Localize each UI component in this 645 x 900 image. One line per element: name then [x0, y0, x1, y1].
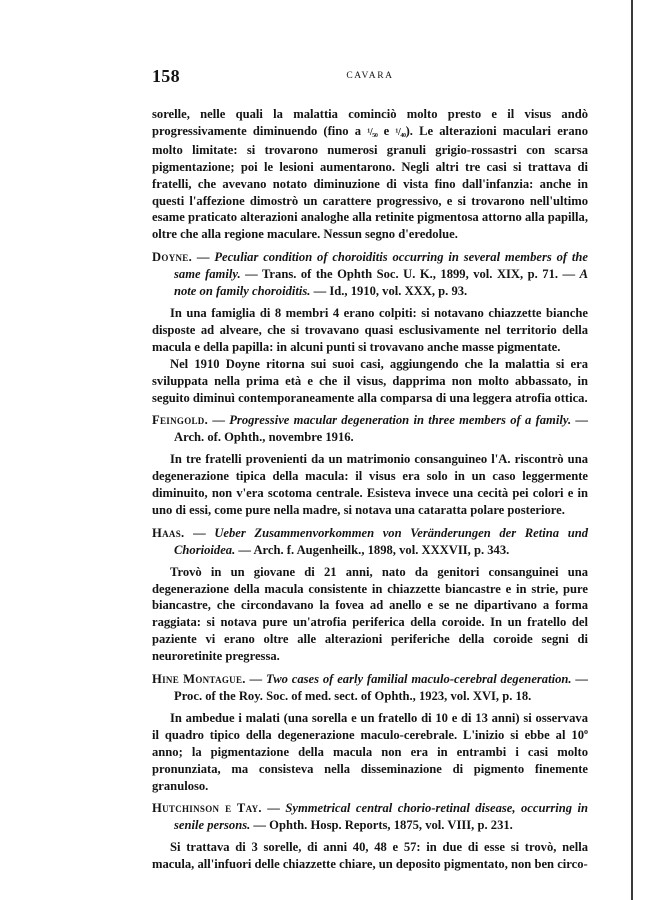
paragraph-doyne-2: Nel 1910 Doyne ritorna sui suoi casi, aggiungendo che la malattia si era sviluppata nella prima età e che il visus, dapprima non molto abbassato, in seguito diminuì contemporaneamente alla comparsa di una leggera atrofia ottica. — [152, 356, 588, 405]
reference-title: Ueber Zusammenvorkommen von Veränderungen der Retina und Chorioidea. — [174, 525, 589, 557]
paragraph-opening — [152, 106, 588, 243]
page-header — [152, 66, 588, 92]
reference-hutchinson — [152, 800, 588, 834]
dash: — — [208, 413, 230, 428]
reference-author: Feingold. — [152, 413, 209, 428]
page-number: 158 — [152, 66, 180, 86]
reference-title: Symmetrical central chorio-retinal disease, occurring in senile persons. — [174, 801, 589, 833]
reference-title: Peculiar condition of choroiditis occurring in several members of the same family. — [174, 250, 589, 282]
paragraph-text: ). Le alterazioni maculari erano molto limitate: si trovarono numerosi granuli grigio-rossastri con scarsa pigmentazione; poi le lesioni aumentarono. Negli altri tre casi si trattava di fratelli, che avevano notato diminuzione di vista fino dall'infanzia: anche in questi l'affezione dimostrò un carattere progressivo, e si trovarono nell'ultimo esame praticato alterazioni analoghe alla retinite pigmentosa attorno alla papilla, oltre che alla regione maculare. Nessun segno d'eredolue. — [152, 123, 588, 242]
reference-title: Progressive macular degeneration in three members of a family. — [229, 413, 572, 428]
dash: — — [558, 267, 580, 282]
dash: — — [240, 267, 262, 282]
reference-source: Ophth. Hosp. Reports, 1875, vol. VIII, p. 231. — [269, 818, 513, 833]
reference-feingold — [152, 412, 588, 446]
reference-source: Arch. of. Ophth., novembre 1916. — [174, 430, 354, 445]
reference-haas — [152, 525, 588, 559]
paragraph-text: sorelle, nelle quali la malattia cominciò molto presto e il visus andò progressivamente diminuendo (fino a — [152, 107, 588, 138]
paragraph-feingold: In tre fratelli provenienti da un matrimonio consanguineo l'A. riscontrò una degenerazione tipica della macula: il visus era solo in un caso leggermente diminuito, non v'era scotoma centrale. Esisteva invece una cecità pei colori e in uno di essi, come pure nella madre, si notava una cataratta polare posteriore. — [152, 452, 588, 517]
page-body — [152, 66, 588, 873]
fraction-1: ¹/₅₀ — [367, 126, 378, 138]
reference-source: Trans. of the Ophth Soc. U. K., 1899, vol. XIX, p. 71. — [261, 267, 559, 282]
dash: — — [192, 250, 215, 265]
reference-author: Hine Montague. — [152, 672, 246, 687]
fraction-2: ¹/₄₀ — [395, 126, 406, 138]
reference-author: Doyne. — [152, 250, 193, 265]
reference-hine — [152, 671, 588, 705]
running-head: CAVARA — [346, 71, 394, 81]
dash: — — [250, 818, 270, 833]
scan-edge-line — [631, 0, 633, 900]
paragraph-text: e — [377, 123, 396, 138]
reference-author: Hutchinson e Tay. — [152, 801, 262, 816]
dash: — — [571, 672, 588, 687]
ordinal-superscript: o — [584, 726, 588, 736]
paragraph-hutchinson: Si trattava di 3 sorelle, di anni 40, 48 e 57: in due di esse si trovò, nella macula, all'infuori delle chiazzette chiare, un deposito pigmentato, non ben circo- — [152, 840, 588, 872]
reference-title: A note on family choroiditis. — [174, 267, 589, 299]
reference-source: Id., 1910, vol. XXX, p. 93. — [329, 284, 468, 299]
dash: — — [235, 542, 254, 557]
reference-doyne — [152, 249, 588, 300]
dash: — — [571, 413, 588, 428]
paragraph-doyne-1: In una famiglia di 8 membri 4 erano colpiti: si notavano chiazzette bianche disposte ad alveare, che si trovavano quasi esclusivamente nel territorio della macula e della papilla: in alcuni punti si trovavano anche masse pigmentate. — [152, 305, 588, 354]
paragraph-text: In ambedue i malati (una sorella e un fratello di 10 e di 13 anni) si osservava il quadro tipico della degenerazione maculo-cerebrale. L'inizio si ebbe al 10 — [152, 710, 588, 742]
paragraph-haas: Trovò in un giovane di 21 anni, nato da genitori consanguinei una degenerazione della macula consistente in chiazzette biancastre e in strie, pure biancastre, che circondavano la fovea ad anello e se ne dipartivano a forma raggiata: si notava pure un'atrofia periferica della coroide. In un fratello del paziente vi erano oltre alle alterazioni periferiche della coroide segni di neuroretinite pregressa. — [152, 564, 588, 664]
paragraph-text: anno; la pigmentazione della macula non era in entrambi i casi molto pronunziata, ma consisteva nella disseminazione di pigmento finemente granuloso. — [152, 744, 588, 793]
paragraph-hine — [152, 710, 588, 795]
reference-source: Arch. f. Augenheilk., 1898, vol. XXXVII, p. 343. — [253, 542, 510, 557]
reference-title: Two cases of early familial maculo-cerebral degeneration. — [266, 672, 572, 687]
dash: — — [245, 672, 266, 687]
dash: — — [184, 525, 215, 540]
reference-author: Haas. — [152, 525, 185, 540]
dash: — — [310, 284, 330, 299]
dash: — — [261, 801, 286, 816]
reference-source: Proc. of the Roy. Soc. of med. sect. of Ophth., 1923, vol. XVI, p. 18. — [174, 689, 532, 703]
